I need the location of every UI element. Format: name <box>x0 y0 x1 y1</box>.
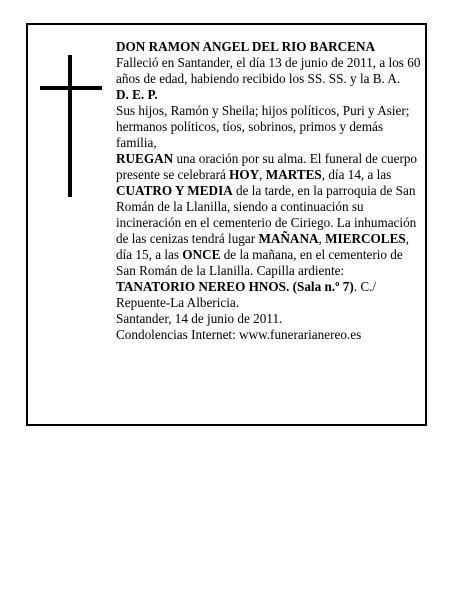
funeral-details <box>116 151 421 311</box>
martes-word: MARTES <box>265 167 322 182</box>
funeral-text: . C./ Repuente-La Albericia. <box>116 279 377 310</box>
family-list: Sus hijos, Ramón y Sheila; hijos políticos, Puri y Asier; hermanos políticos, tíos, sobrinos, primos y demás familia, <box>116 103 410 150</box>
cross-vertical-bar <box>68 55 72 197</box>
obituary-notice <box>26 23 427 426</box>
dep-abbreviation: D. E. P. <box>116 87 158 102</box>
funeral-time: CUATRO Y MEDIA <box>116 183 233 198</box>
funeral-text: , <box>259 167 266 182</box>
burial-time: ONCE <box>182 247 221 262</box>
funeral-text: una oración por su alma. El funeral de cuerpo presente se celebrará <box>116 151 418 182</box>
deceased-name: DON RAMON ANGEL DEL RIO BARCENA <box>116 39 376 54</box>
funeral-text: , día 15, a las <box>116 231 410 262</box>
hoy-word: HOY <box>229 167 260 182</box>
death-statement: Falleció en Santander, el día 13 de junio de 2011, a los 60 años de edad, habiendo recibido los SS. SS. y la B. A. <box>116 55 421 86</box>
funeral-text: de la tarde, en la parroquia de San Román de la Llanilla, siendo a continuación su incineración en el cementerio de Ciriego. La inhumación de las cenizas tendrá lugar <box>116 183 417 246</box>
funeral-home: TANATORIO NEREO HNOS. (Sala n.º 7) <box>116 279 354 294</box>
notice-body <box>116 39 421 343</box>
miercoles-word: MIERCOLES <box>325 231 406 246</box>
ruegan-word: RUEGAN <box>116 151 174 166</box>
funeral-text: , <box>318 231 326 246</box>
cross-horizontal-bar <box>40 86 102 90</box>
funeral-text: de la mañana, en el cementerio de San Román de la Llanilla. Capilla ardiente: <box>116 247 403 278</box>
funeral-text: , día 14, a las <box>321 167 392 182</box>
place-date: Santander, 14 de junio de 2011. <box>116 311 283 326</box>
condolences-line: Condolencias Internet: www.funerarianereo.es <box>116 327 362 342</box>
manana-word: MAÑANA <box>258 231 319 246</box>
cross-icon <box>40 55 102 197</box>
